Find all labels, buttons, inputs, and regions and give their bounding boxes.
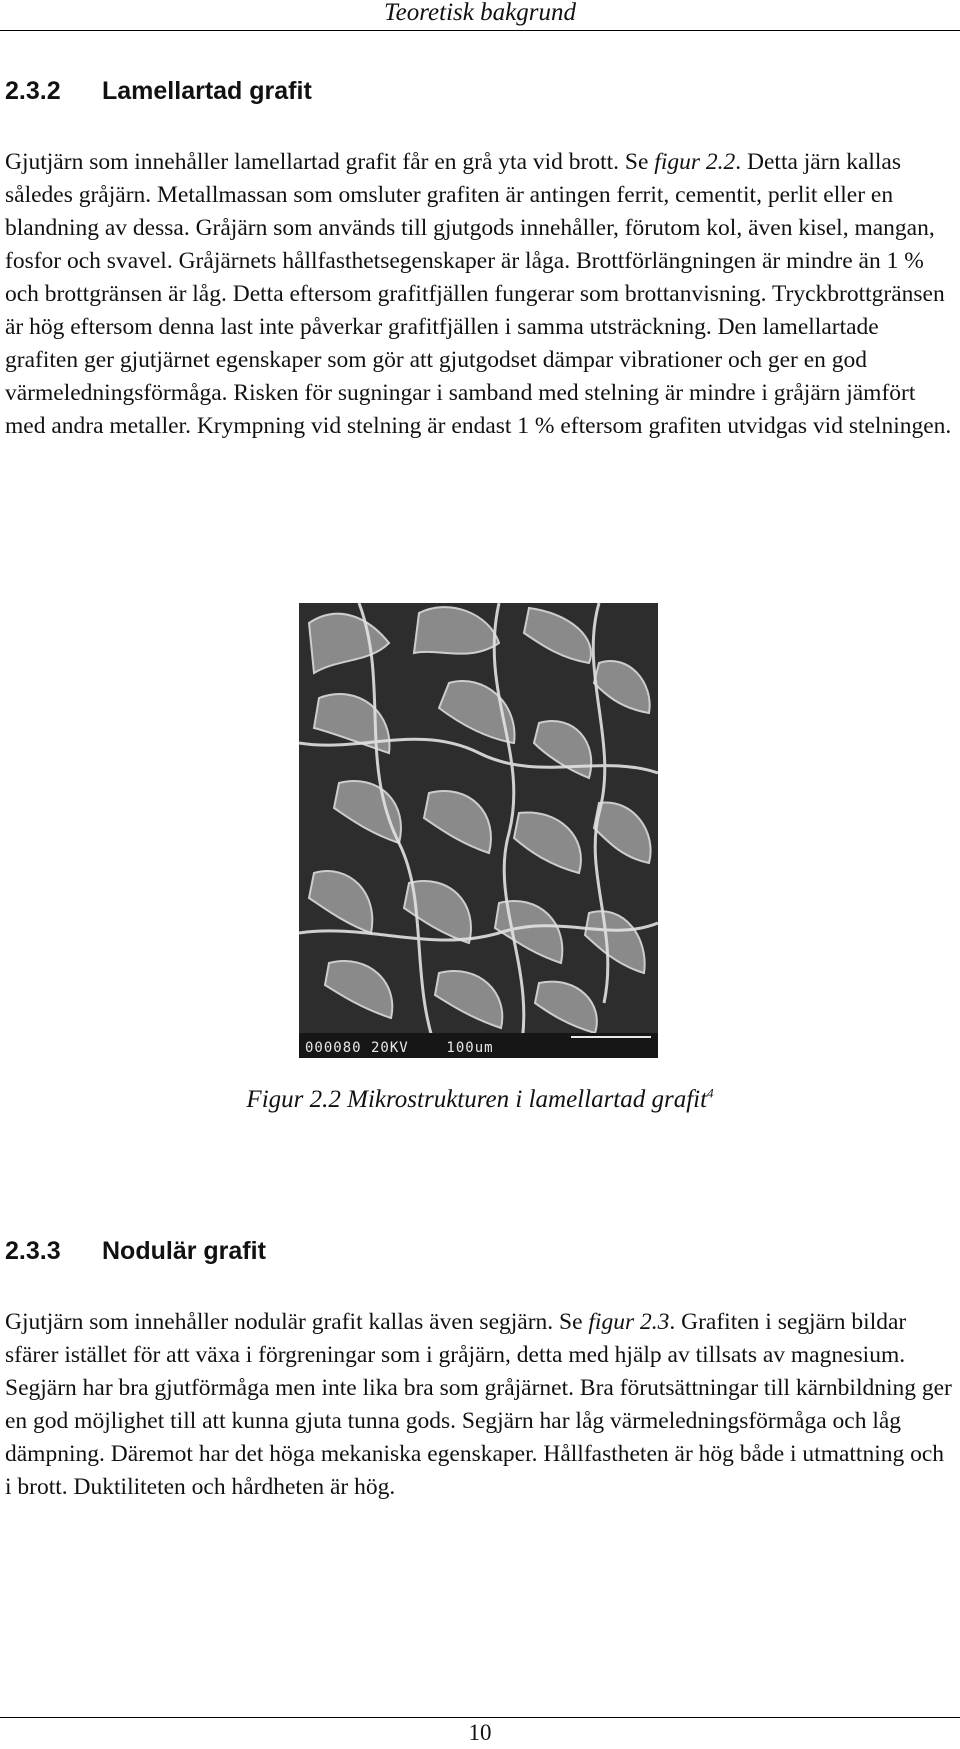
paragraph-text: Gjutjärn som innehåller nodulär grafit kallas även segjärn. Se xyxy=(5,1309,589,1335)
figure-caption xyxy=(0,1085,960,1115)
section-title: Nodulär grafit xyxy=(102,1237,266,1265)
section-number: 2.3.2 xyxy=(5,77,61,105)
paragraph-lamellar xyxy=(5,146,955,443)
paragraph-text: . Grafiten i segjärn bildar sfärer istället för att växa i förgreningar som i gråjärn, detta med hjälp av tillsats av magnesium. Segjärn har bra gjutförmåga men inte lika bra som gråjärnet. Bra förutsättningar till kärnbildning ger en god möjlighet till att kunna gjuta tunna gods. Segjärn har låg värmeledningsförmåga och låg dämpning. Däremot har det höga mekaniska egenskaper. Hållfastheten är hög både i utmattning och i brott. Duktiliteten och hårdheten är hög. xyxy=(5,1309,952,1500)
running-header: Teoretisk bakgrund xyxy=(384,0,576,26)
caption-text: Figur 2.2 Mikrostrukturen i lamellartad grafit xyxy=(246,1086,708,1113)
micrograph-scale-bar xyxy=(571,1036,651,1038)
micrograph-figure xyxy=(299,603,658,1058)
page-number: 10 xyxy=(468,1720,492,1745)
caption-footnote: 4 xyxy=(707,1085,714,1101)
section-heading-2-3-3 xyxy=(5,1236,266,1266)
section-number: 2.3.3 xyxy=(5,1237,61,1265)
paragraph-text: Gjutjärn som innehåller lamellartad grafit får en grå yta vid brott. Se xyxy=(5,149,655,175)
paragraph-nodular xyxy=(5,1306,955,1504)
figure-reference: figur 2.2 xyxy=(654,149,736,175)
paragraph-text: . Detta järn kallas således gråjärn. Metallmassan som omsluter grafiten är antingen ferrit, cementit, perlit eller en blandning av dessa. Gråjärn som används till gjutgods innehåller, förutom kol, även kisel, mangan, fosfor och svavel. Gråjärnets hållfasthetsegenskaper är låga. Brottförlängningen är mindre än 1 % och brottgränsen är låg. Detta eftersom grafitfjällen fungerar som brottanvisning. Tryckbrottgränsen är hög eftersom denna last inte påverkar grafitfjällen i samma utsträckning. Den lamellartade grafiten ger gjutjärnet egenskaper som gör att gjutgodset dämpar vibrationer och ger en god värmeledningsförmåga. Risken för sugningar i samband med stelning är mindre i gråjärn jämfört med andra metaller. Krympning vid stelning är endast 1 % eftersom grafiten utvidgas vid stelningen. xyxy=(5,149,952,439)
micrograph-image xyxy=(299,603,658,1058)
section-title: Lamellartad grafit xyxy=(102,77,312,105)
figure-reference: figur 2.3 xyxy=(588,1309,670,1335)
header-rule xyxy=(0,30,960,31)
footer-rule xyxy=(0,1717,960,1718)
section-heading-2-3-2 xyxy=(5,76,312,106)
micrograph-scale-text: 000080 20KV 100um xyxy=(305,1040,494,1056)
